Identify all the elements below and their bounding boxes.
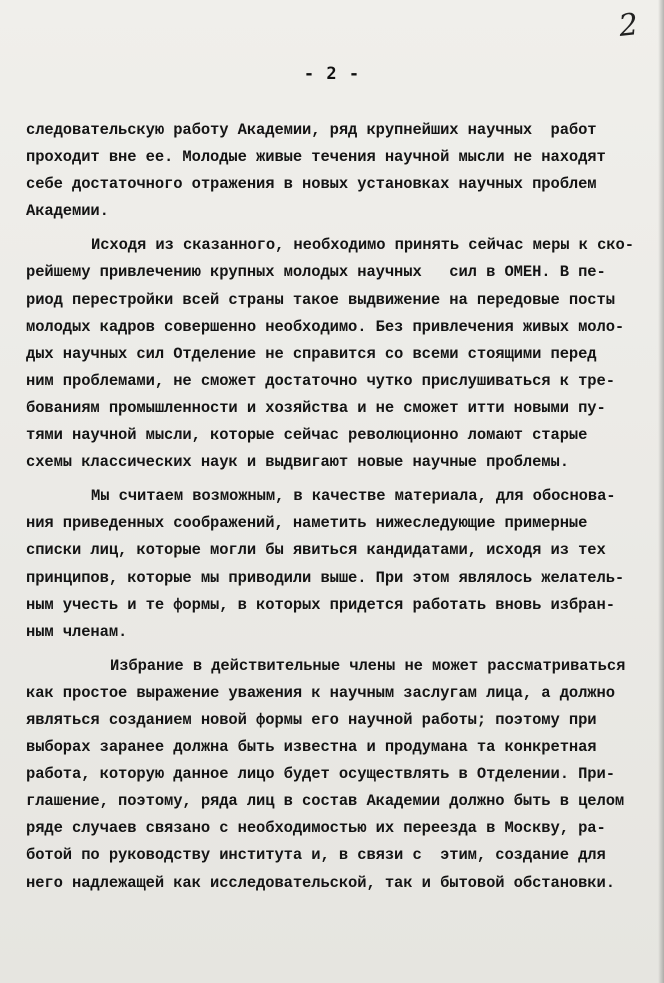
text-line: схемы классических наук и выдвигают новые научные проблемы. [26, 453, 569, 472]
paragraph-gap [26, 646, 662, 653]
text-line: себе достаточного отражения в новых установках научных проблем [26, 175, 597, 194]
text-line: тями научной мысли, которые сейчас революционно ломают старые [26, 426, 588, 445]
text-line: ним проблемами, не сможет достаточно чутко прислушиваться к тре- [26, 371, 615, 390]
text-line: бованиям промышленности и хозяйства и не сможет итти новыми пу- [26, 398, 606, 417]
text-line: ботой по руководству института и, в связи с этим, создание для [26, 846, 606, 865]
text-line: глашение, поэтому, ряда лиц в состав Академии должно быть в целом [26, 792, 625, 811]
text-line: являться созданием новой формы его научной работы; поэтому при [26, 710, 597, 729]
page-edge-shadow [658, 0, 664, 983]
text-line: принципов, которые мы приводили выше. При этом являлось желатель- [26, 568, 625, 587]
text-line: следовательскую работу Академии, ряд крупнейших научных работ [26, 121, 597, 139]
text-line: ния приведенных соображений, наметить нижеследующие примерные [26, 514, 588, 533]
document-body [26, 117, 662, 897]
text-line: проходит вне ее. Молодые живые течения научной мысли не находят [26, 148, 606, 167]
text-line: него надлежащей как исследовательской, так и бытовой обстановки. [26, 873, 615, 892]
text-line: ным учесть и те формы, в которых придется работать вновь избран- [26, 595, 615, 614]
text-line: выборах заранее должна быть известна и продумана та конкретная [26, 738, 597, 757]
text-line: ным членам. [26, 622, 128, 641]
typed-page-number: - 2 - [303, 64, 361, 84]
text-line: Академии. [26, 202, 109, 221]
text-line: как простое выражение уважения к научным заслугам лица, а должно [26, 683, 615, 702]
text-line: риод перестройки всей страны такое выдвижение на передовые посты [26, 290, 615, 309]
text-line: рейшему привлечению крупных молодых научных сил в ОМЕН. В пе- [26, 263, 606, 282]
handwritten-page-number: 2 [617, 7, 640, 44]
text-line: Исходя из сказанного, необходимо принять сейчас меры к ско- [91, 236, 634, 255]
text-line: работа, которую данное лицо будет осуществлять в Отделении. При- [26, 765, 615, 784]
paragraph-gap [26, 476, 662, 483]
paragraph-gap [26, 225, 662, 232]
text-line: ряде случаев связано с необходимостью их переезда в Москву, ра- [26, 819, 606, 838]
text-line: Мы считаем возможным, в качестве материала, для обоснова- [91, 487, 616, 506]
text-line: Избрание в действительные члены не может рассматриваться [110, 656, 626, 675]
text-line: молодых кадров совершенно необходимо. Без привлечения живых моло- [26, 317, 625, 336]
text-line: списки лиц, которые могли бы явиться кандидатами, исходя из тех [26, 541, 606, 560]
text-line: дых научных сил Отделение не справится со всеми стоящими перед [26, 344, 597, 363]
